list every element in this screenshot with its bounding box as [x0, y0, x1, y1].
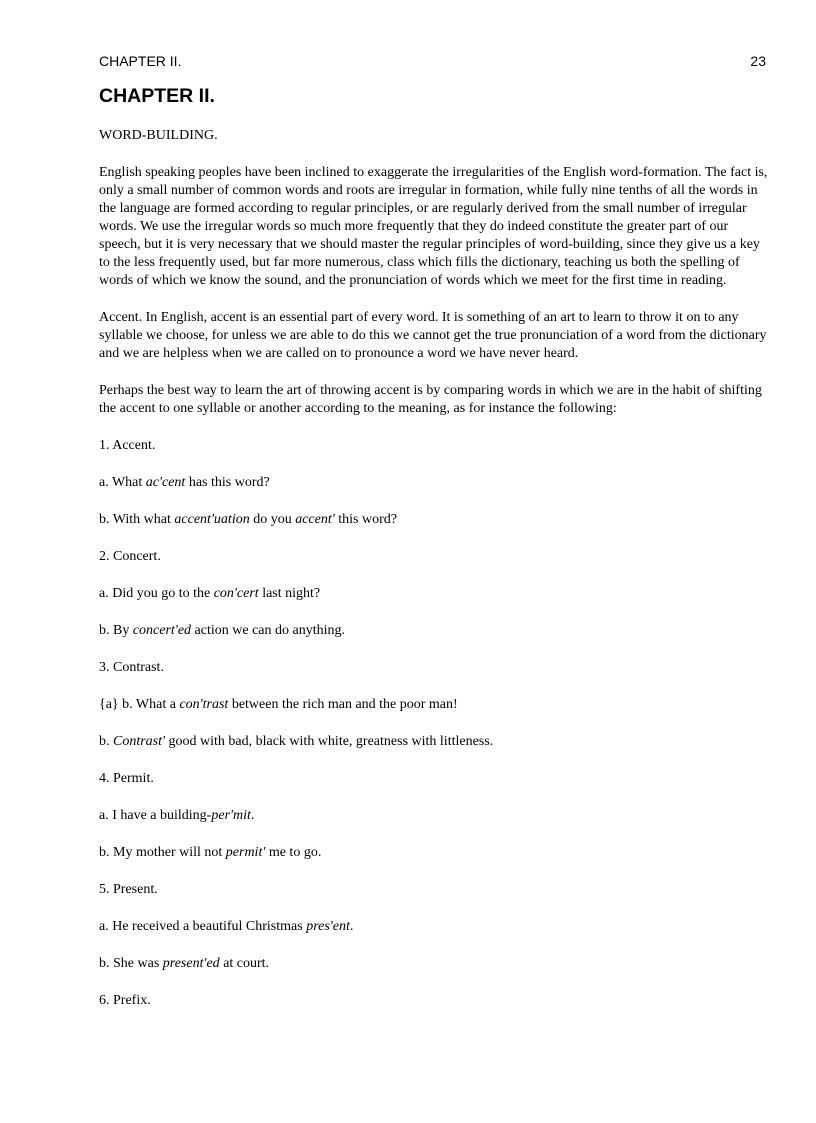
example-line: a. Did you go to the con'cert last night? [99, 586, 321, 601]
emphasized-word: Contrast' [113, 734, 166, 749]
example-heading: 3. Contrast. [99, 660, 164, 675]
example-line: a. I have a building-per'mit. [99, 808, 255, 823]
example-heading: 6. Prefix. [99, 993, 151, 1008]
emphasized-word: permit' [225, 845, 266, 860]
emphasized-word: con'trast [179, 697, 229, 712]
example-line: b. With what accent'uation do you accent' this word? [99, 512, 397, 527]
example-line: b. Contrast' good with bad, black with white, greatness with littleness. [99, 734, 494, 749]
paragraph-accent: Accent. In English, accent is an essential part of every word. It is something of an art to learn to throw it on to any syllable we choose, for unless we are able to do this we cannot get the true pronunciation of a word from the dictionary and we are helpless when we are called on to pronounce a word we have never heard. [99, 310, 767, 361]
paragraph-intro: English speaking peoples have been inclined to exaggerate the irregularities of the English word-formation. The fact is, only a small number of common words and roots are irregular in formation, while fully nine tenths of all the words in the language are formed according to regular principles, or are regularly derived from the small number of irregular words. We use the irregular words so much more frequently that they do indeed constitute the greater part of our speech, but it is very necessary that we should master the regular principles of word-building, since they give us a key to the less frequently used, but far more numerous, class which fills the dictionary, teaching us both the spelling of words of which we know the sound, and the pronunciation of words which we meet for the first time in reading. [99, 165, 768, 288]
example-line: b. My mother will not permit' me to go. [99, 845, 322, 860]
document-body [99, 127, 769, 1029]
example-line: {a} b. What a con'trast between the rich man and the poor man! [99, 697, 458, 712]
example-line: a. What ac'cent has this word? [99, 475, 270, 490]
example-heading: 1. Accent. [99, 438, 156, 453]
example-heading: 2. Concert. [99, 549, 161, 564]
paragraph-method: Perhaps the best way to learn the art of throwing accent is by comparing words in which we are in the habit of shifting the accent to one syllable or another according to the meaning, as for instance the following: [99, 383, 762, 416]
emphasized-word: per'mit [211, 808, 251, 823]
example-line: b. She was present'ed at court. [99, 956, 270, 971]
emphasized-word: accent' [295, 512, 335, 527]
page-number: 23 [750, 53, 766, 69]
emphasized-word: ac'cent [145, 475, 186, 490]
chapter-title: CHAPTER II. [99, 85, 215, 107]
emphasized-word: accent'uation [174, 512, 250, 527]
emphasized-word: present'ed [162, 956, 220, 971]
section-title: WORD-BUILDING. [99, 128, 218, 143]
emphasized-word: pres'ent [306, 919, 350, 934]
example-heading: 4. Permit. [99, 771, 154, 786]
example-heading: 5. Present. [99, 882, 158, 897]
example-line: b. By concert'ed action we can do anything. [99, 623, 345, 638]
example-line: a. He received a beautiful Christmas pres'ent. [99, 919, 354, 934]
emphasized-word: concert'ed [132, 623, 192, 638]
running-title: CHAPTER II. [99, 53, 182, 69]
emphasized-word: con'cert [213, 586, 259, 601]
page-header [99, 53, 766, 69]
